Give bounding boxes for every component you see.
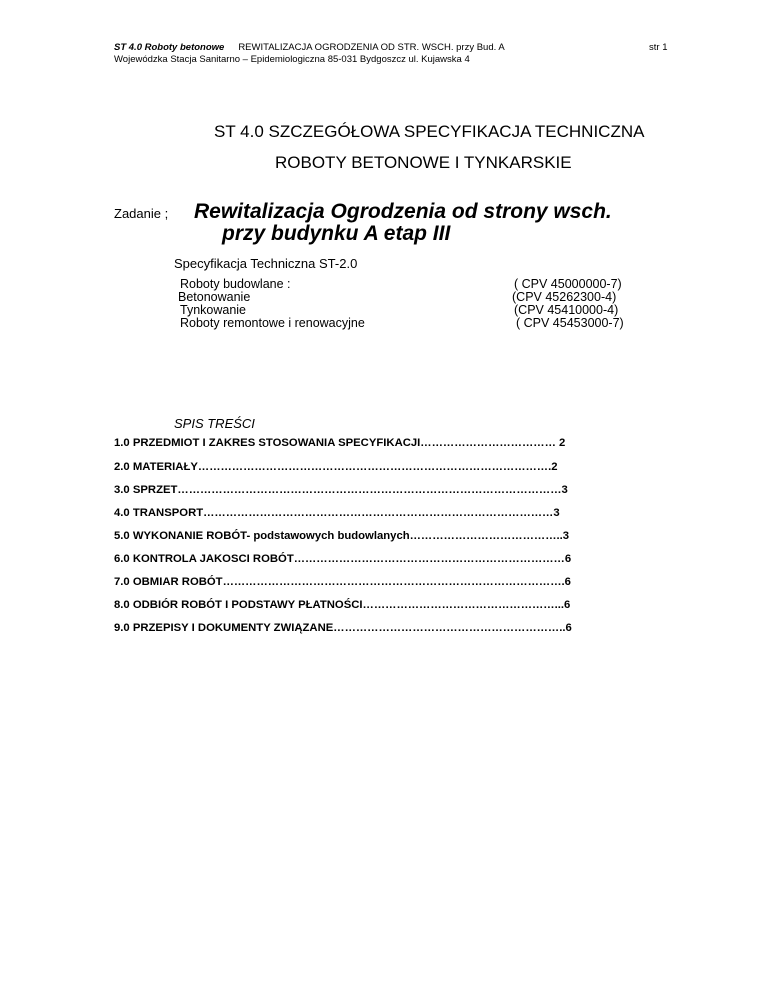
document-subtitle: ROBOTY BETONOWE I TYNKARSKIE (275, 153, 572, 172)
cpv-code: (CPV 45262300-4) (512, 290, 617, 304)
toc-item: 3.0 SPRZET…………………………………………………………………………………………3 (114, 484, 568, 496)
toc-item: 9.0 PRZEPISY I DOKUMENTY ZWIĄZANE……………………………………………………..6 (114, 622, 572, 634)
document-title: ST 4.0 SZCZEGÓŁOWA SPECYFIKACJA TECHNICZNA (214, 122, 645, 141)
task-label: Zadanie ; (114, 206, 169, 221)
task-title-line-1: Rewitalizacja Ogrodzenia od strony wsch. (194, 200, 612, 223)
spec-reference: Specyfikacja Techniczna ST-2.0 (174, 256, 358, 271)
project-name: REWITALIZACJA OGRODZENIA OD STR. WSCH. przy Bud. A (238, 42, 505, 53)
toc-heading: SPIS TREŚCI (174, 416, 255, 431)
toc-item: 4.0 TRANSPORT…………………………………………………………………………………3 (114, 507, 560, 519)
toc-item: 6.0 KONTROLA JAKOSCI ROBÓT………………………………………………………………6 (114, 553, 572, 565)
header-address: Wojewódzka Stacja Sanitarno – Epidemiologiczna 85-031 Bydgoszcz ul. Kujawska 4 (114, 54, 470, 65)
cpv-code: (CPV 45410000-4) (514, 303, 619, 317)
toc-item: 7.0 OBMIAR ROBÓT……………………………………………………………………………….6 (114, 576, 571, 588)
spec-id: ST 4.0 Roboty betonowe (114, 42, 225, 53)
toc-item: 1.0 PRZEDMIOT I ZAKRES STOSOWANIA SPECYFIKACJI……………………………… 2 (114, 437, 566, 449)
task-title-line-2: przy budynku A etap III (222, 222, 451, 245)
cpv-label: Tynkowanie (180, 303, 247, 317)
cpv-code: ( CPV 45000000-7) (514, 277, 622, 291)
cpv-label: Roboty budowlane : (180, 277, 291, 291)
toc-item: 5.0 WYKONANIE ROBÓT- podstawowych budowlanych…………………………………..3 (114, 530, 570, 542)
page-number: str 1 (649, 42, 668, 53)
cpv-label: Roboty remontowe i renowacyjne (180, 316, 365, 330)
cpv-code: ( CPV 45453000-7) (516, 316, 624, 330)
toc-item: 2.0 MATERIAŁY………………………………………………………………………………….2 (114, 461, 558, 473)
header-line-1 (114, 42, 505, 54)
cpv-label: Betonowanie (178, 290, 251, 304)
toc-item: 8.0 ODBIÓR ROBÓT I PODSTAWY PŁATNOŚCI……………………………………………...6 (114, 599, 571, 611)
